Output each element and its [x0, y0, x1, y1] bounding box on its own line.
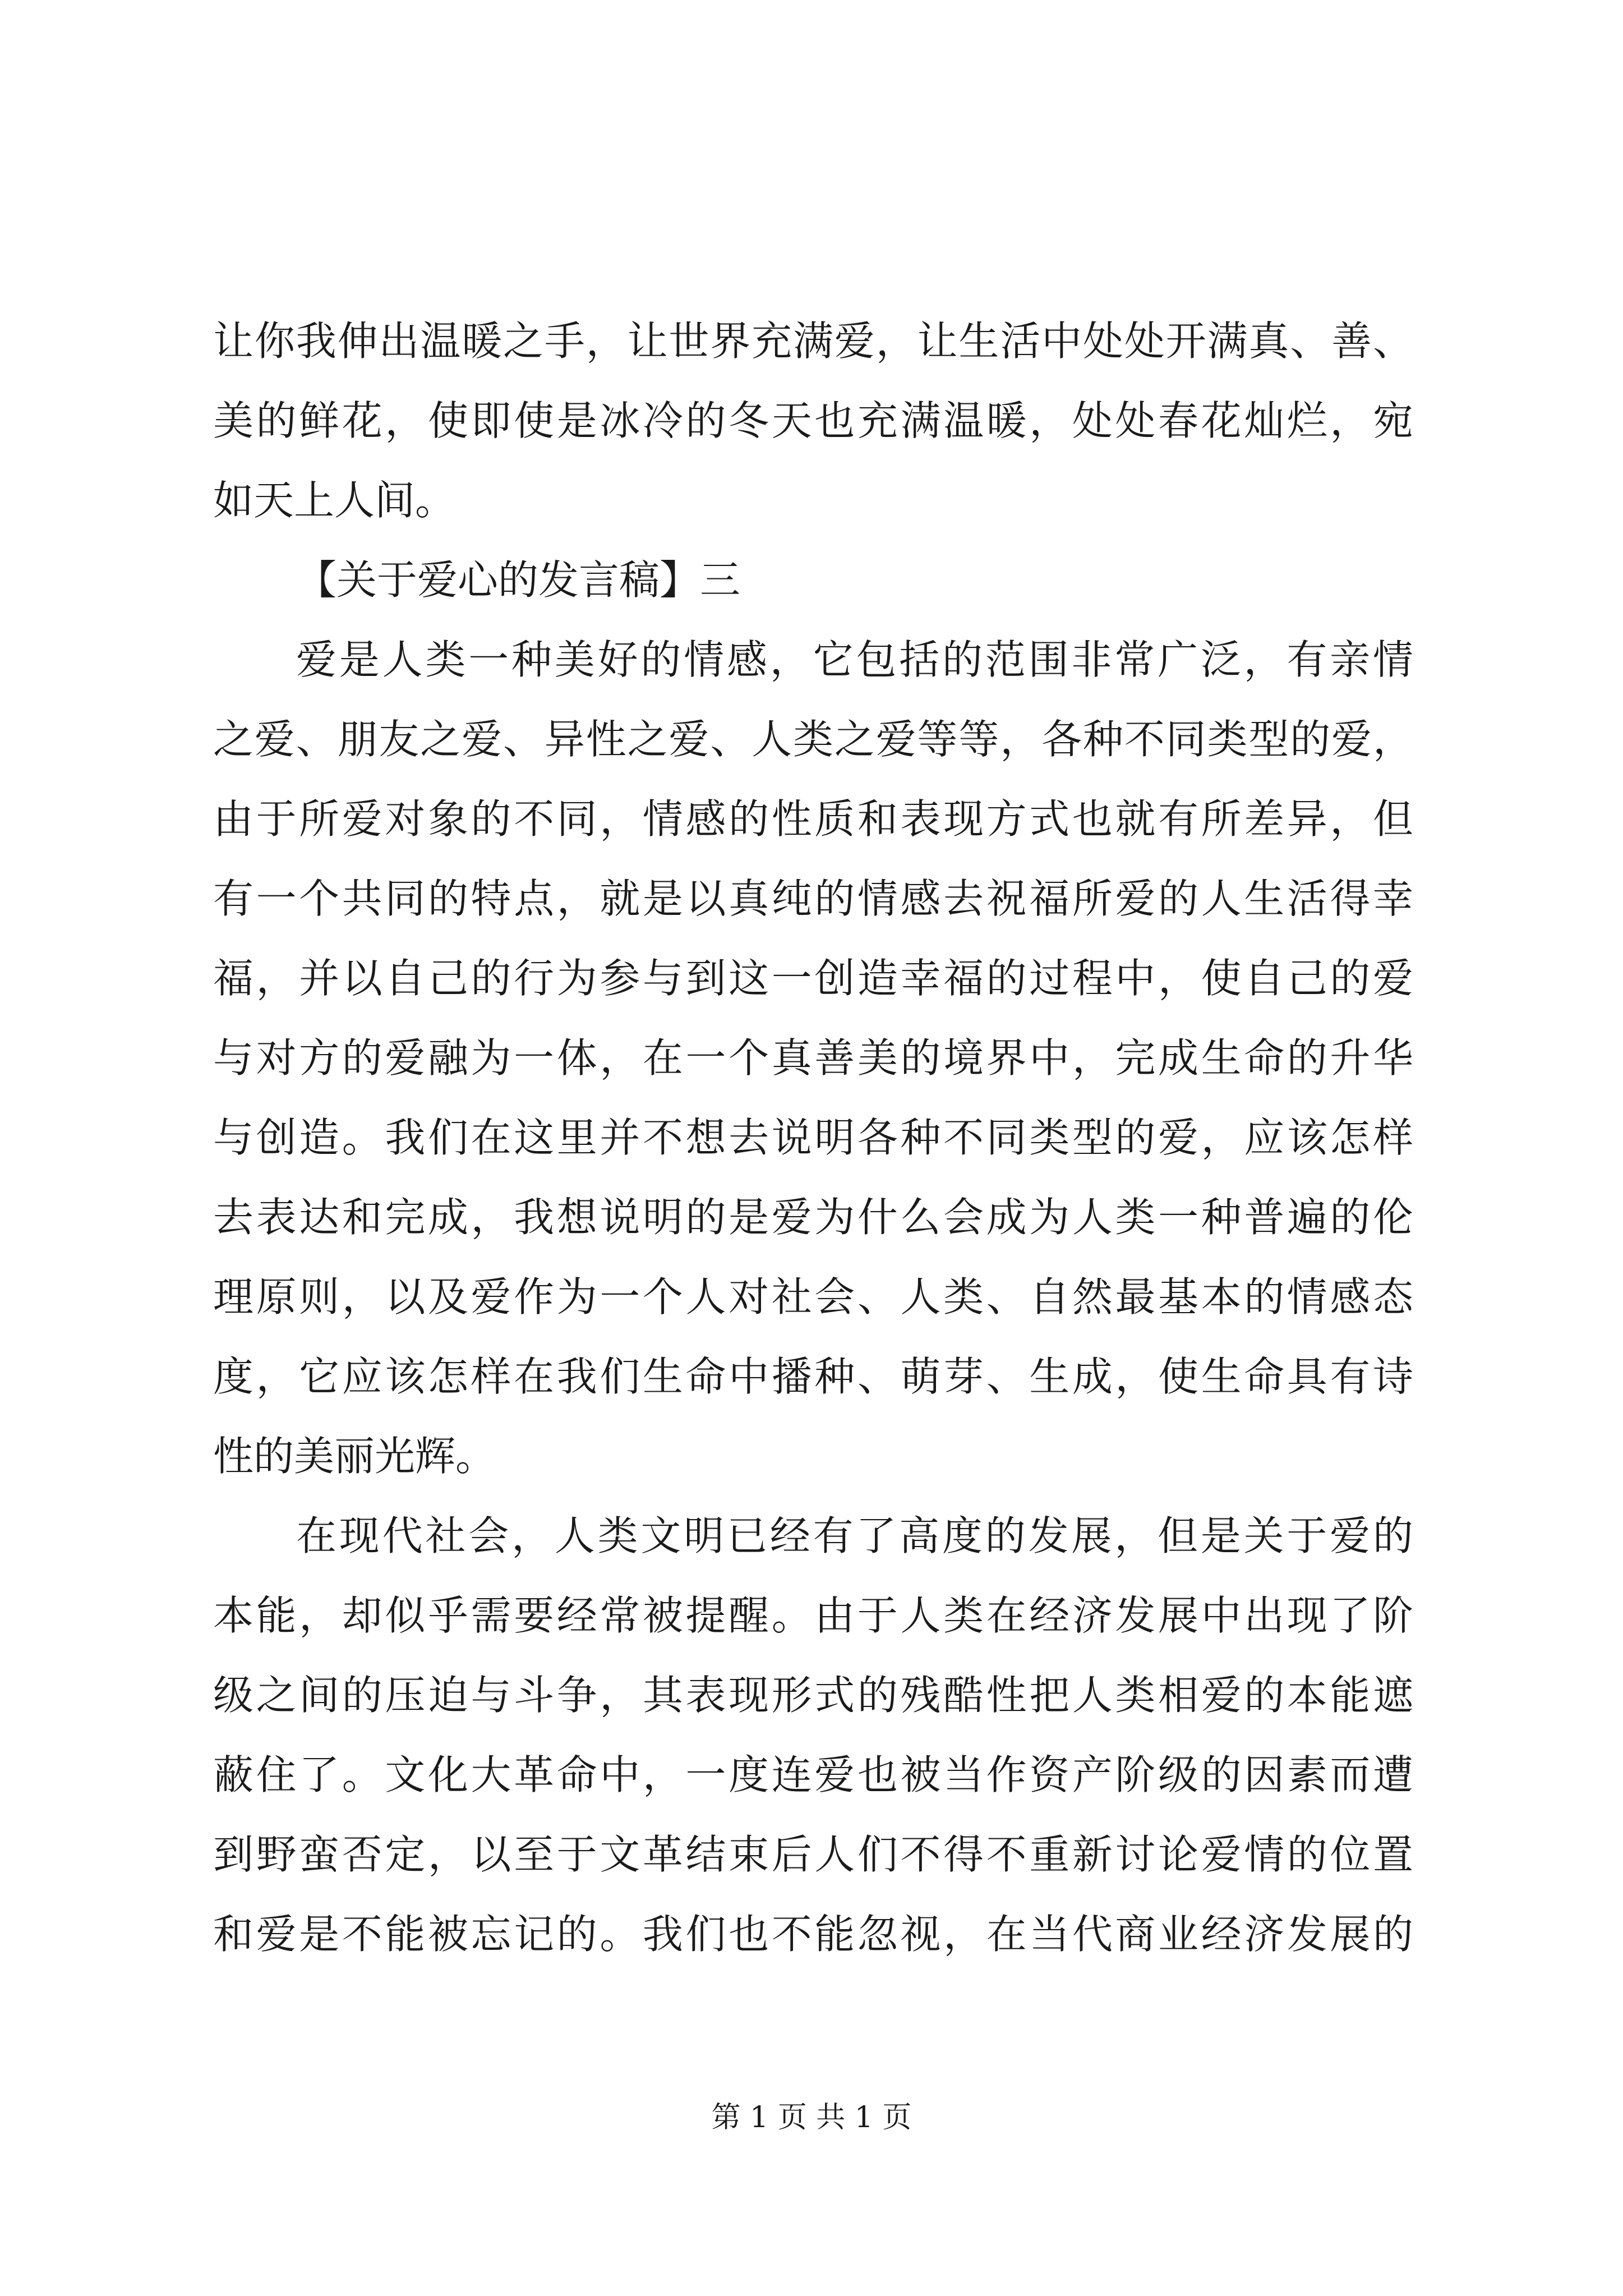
page-footer: 第 1 页 共 1 页 — [711, 2101, 912, 2134]
text-line: 福，并以自己的行为参与到这一创造幸福的过程中，使自己的爱 — [213, 955, 1413, 1002]
text-line: 有一个共同的特点，就是以真纯的情感去祝福所爱的人生活得幸 — [213, 875, 1413, 922]
text-line: 蔽住了。文化大革命中，一度连爱也被当作资产阶级的因素而遭 — [213, 1751, 1413, 1798]
text-line: 如天上人间。 — [213, 477, 456, 524]
text-line: 度，它应该怎样在我们生命中播种、萌芽、生成，使生命具有诗 — [213, 1353, 1413, 1400]
text-line: 级之间的压迫与斗争，其表现形式的残酷性把人类相爱的本能遮 — [213, 1672, 1413, 1719]
text-line: 在现代社会，人类文明已经有了高度的发展，但是关于爱的 — [296, 1512, 1413, 1559]
section-heading: 【关于爱心的发言稿】三 — [296, 556, 741, 604]
text-line: 让你我伸出温暖之手，让世界充满爱，让生活中处处开满真、善、 — [213, 318, 1413, 365]
text-line: 美的鲜花，使即使是冰冷的冬天也充满温暖，处处春花灿烂，宛 — [213, 397, 1413, 444]
text-line: 到野蛮否定，以至于文革结束后人们不得不重新讨论爱情的位置 — [213, 1831, 1413, 1878]
text-line: 之爱、朋友之爱、异性之爱、人类之爱等等，各种不同类型的爱， — [213, 716, 1413, 763]
text-line: 本能，却似乎需要经常被提醒。由于人类在经济发展中出现了阶 — [213, 1592, 1413, 1639]
text-line: 理原则，以及爱作为一个人对社会、人类、自然最基本的情感态 — [213, 1273, 1413, 1320]
text-line: 由于所爱对象的不同，情感的性质和表现方式也就有所差异，但 — [213, 795, 1413, 843]
text-line: 和爱是不能被忘记的。我们也不能忽视，在当代商业经济发展的 — [213, 1911, 1413, 1958]
text-line: 与对方的爱融为一体，在一个真善美的境界中，完成生命的升华 — [213, 1034, 1413, 1082]
text-line: 性的美丽光辉。 — [213, 1433, 496, 1480]
text-line: 与创造。我们在这里并不想去说明各种不同类型的爱，应该怎样 — [213, 1114, 1413, 1161]
text-line: 去表达和完成，我想说明的是爱为什么会成为人类一种普遍的伦 — [213, 1194, 1413, 1241]
text-line: 爱是人类一种美好的情感，它包括的范围非常广泛，有亲情 — [296, 636, 1413, 683]
